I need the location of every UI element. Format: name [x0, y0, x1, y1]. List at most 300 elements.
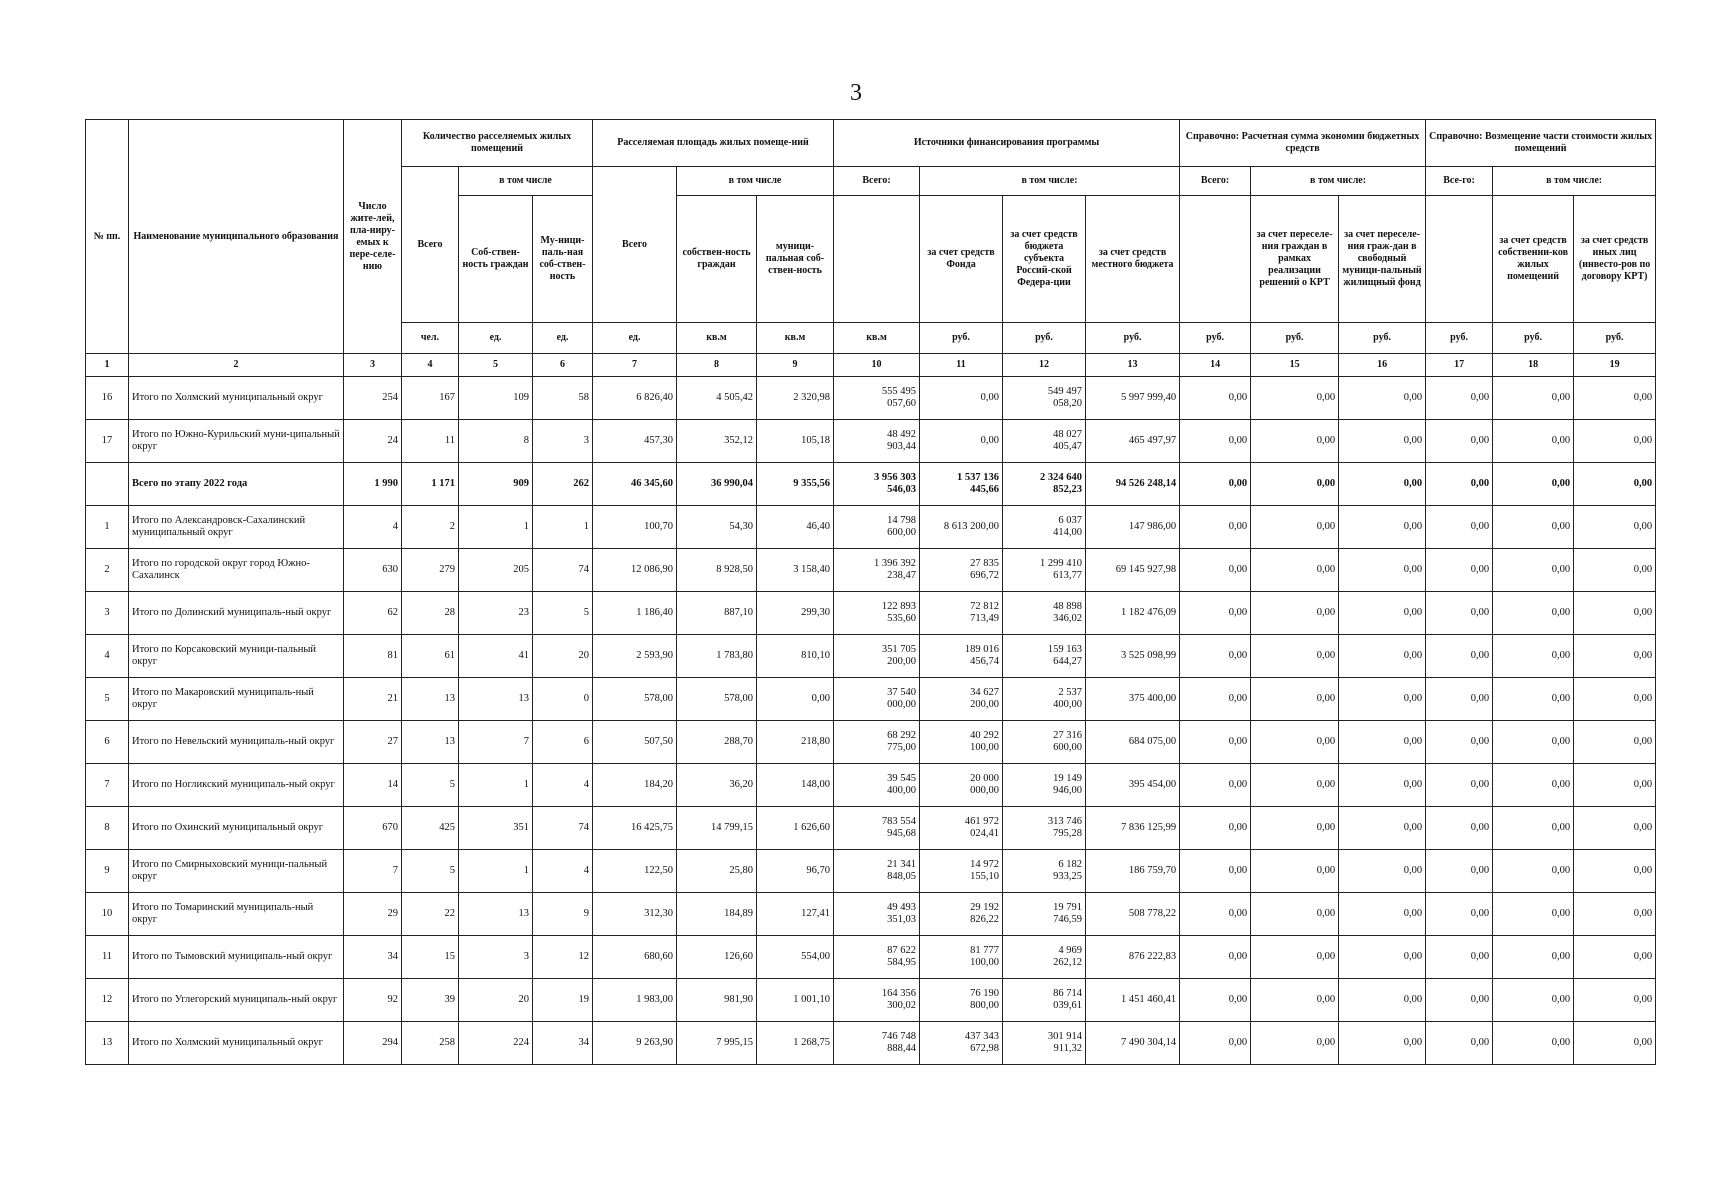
value-cell-c8: 184,89	[677, 893, 757, 936]
value-cell-c16: 0,00	[1339, 764, 1426, 807]
value-cell-c9: 0,00	[757, 678, 834, 721]
column-number-cell: 7	[593, 354, 677, 377]
table-row	[86, 1022, 1656, 1065]
value-cell-c15: 0,00	[1251, 893, 1339, 936]
column-number-cell: 16	[1339, 354, 1426, 377]
total-row	[86, 463, 1656, 506]
value-cell-c4: 258	[402, 1022, 459, 1065]
value-cell-c5: 909	[459, 463, 533, 506]
header-area-incl: в том числе	[677, 167, 834, 196]
value-cell-c16: 0,00	[1339, 721, 1426, 764]
value-cell-c12: 301 914 911,32	[1003, 1022, 1086, 1065]
value-cell-c18: 0,00	[1493, 420, 1574, 463]
column-number-cell: 17	[1426, 354, 1493, 377]
value-cell-c16: 0,00	[1339, 936, 1426, 979]
value-cell-c16: 0,00	[1339, 420, 1426, 463]
value-cell-c10: 164 356 300,02	[834, 979, 920, 1022]
table-row	[86, 506, 1656, 549]
value-cell-c18: 0,00	[1493, 549, 1574, 592]
value-cell-c9: 148,00	[757, 764, 834, 807]
value-cell-c18: 0,00	[1493, 893, 1574, 936]
value-cell-c10: 49 493 351,03	[834, 893, 920, 936]
column-number-cell: 15	[1251, 354, 1339, 377]
value-cell-c11: 76 190 800,00	[920, 979, 1003, 1022]
value-cell-c11: 40 292 100,00	[920, 721, 1003, 764]
unit-cell: ед.	[459, 323, 533, 354]
value-cell-c15: 0,00	[1251, 1022, 1339, 1065]
value-cell-c17: 0,00	[1426, 549, 1493, 592]
municipality-name: Итого по Охинский муниципальный округ	[129, 807, 344, 850]
value-cell-c7: 507,50	[593, 721, 677, 764]
value-cell-c7: 2 593,90	[593, 635, 677, 678]
header-area-mun: муници-пальная соб-ствен-ность	[757, 196, 834, 323]
value-cell-c16: 0,00	[1339, 549, 1426, 592]
value-cell-c4: 15	[402, 936, 459, 979]
value-cell-c17: 0,00	[1426, 1022, 1493, 1065]
value-cell-c5: 205	[459, 549, 533, 592]
unit-cell: руб.	[1339, 323, 1426, 354]
value-cell-c6: 262	[533, 463, 593, 506]
header-refund-total: Все-го:	[1426, 167, 1493, 196]
value-cell-c11: 0,00	[920, 377, 1003, 420]
resettlement-table	[85, 119, 1656, 1065]
municipality-name: Итого по городской округ город Южно-Сахалинск	[129, 549, 344, 592]
value-cell-c7: 16 425,75	[593, 807, 677, 850]
value-cell-c9: 1 626,60	[757, 807, 834, 850]
value-cell-c3: 62	[344, 592, 402, 635]
value-cell-c6: 58	[533, 377, 593, 420]
header-fund: за счет средств Фонда	[920, 196, 1003, 323]
municipality-name: Итого по Ногликский муниципаль-ный округ	[129, 764, 344, 807]
value-cell-c10: 3 956 303 546,03	[834, 463, 920, 506]
value-cell-c8: 126,60	[677, 936, 757, 979]
unit-cell: руб.	[1003, 323, 1086, 354]
value-cell-c15: 0,00	[1251, 506, 1339, 549]
value-cell-c18: 0,00	[1493, 635, 1574, 678]
value-cell-c18: 0,00	[1493, 979, 1574, 1022]
column-number-cell: 3	[344, 354, 402, 377]
value-cell-c11: 0,00	[920, 420, 1003, 463]
value-cell-c15: 0,00	[1251, 549, 1339, 592]
value-cell-c11: 29 192 826,22	[920, 893, 1003, 936]
column-number-cell: 11	[920, 354, 1003, 377]
value-cell-c17: 0,00	[1426, 678, 1493, 721]
value-cell-c5: 7	[459, 721, 533, 764]
header-local-budget: за счет средств местного бюджета	[1086, 196, 1180, 323]
value-cell-c7: 46 345,60	[593, 463, 677, 506]
value-cell-c19: 0,00	[1574, 764, 1656, 807]
value-cell-c9: 1 001,10	[757, 979, 834, 1022]
municipality-name: Итого по Смирныховский муници-пальный округ	[129, 850, 344, 893]
value-cell-c18: 0,00	[1493, 678, 1574, 721]
value-cell-c10: 37 540 000,00	[834, 678, 920, 721]
header-area-own: собствен-ность граждан	[677, 196, 757, 323]
header-investors-funds: за счет средств иных лиц (инвесто-ров по договору КРТ)	[1574, 196, 1656, 323]
header-finance-total: Всего:	[834, 167, 920, 196]
value-cell-c9: 2 320,98	[757, 377, 834, 420]
table-row	[86, 764, 1656, 807]
value-cell-c19: 0,00	[1574, 893, 1656, 936]
value-cell-c13: 7 490 304,14	[1086, 1022, 1180, 1065]
value-cell-c12: 2 324 640 852,23	[1003, 463, 1086, 506]
value-cell-c13: 508 778,22	[1086, 893, 1180, 936]
value-cell-c7: 1 983,00	[593, 979, 677, 1022]
value-cell-c17: 0,00	[1426, 893, 1493, 936]
value-cell-c13: 375 400,00	[1086, 678, 1180, 721]
value-cell-c16: 0,00	[1339, 807, 1426, 850]
value-cell-c11: 461 972 024,41	[920, 807, 1003, 850]
value-cell-c8: 7 995,15	[677, 1022, 757, 1065]
value-cell-c10: 1 396 392 238,47	[834, 549, 920, 592]
value-cell-c11: 437 343 672,98	[920, 1022, 1003, 1065]
header-savings-total-blank	[1180, 196, 1251, 323]
column-number-cell: 14	[1180, 354, 1251, 377]
table-row	[86, 377, 1656, 420]
value-cell-c14: 0,00	[1180, 850, 1251, 893]
value-cell-c7: 312,30	[593, 893, 677, 936]
value-cell-c14: 0,00	[1180, 592, 1251, 635]
value-cell-c5: 1	[459, 506, 533, 549]
value-cell-c19: 0,00	[1574, 592, 1656, 635]
value-cell-c18: 0,00	[1493, 506, 1574, 549]
header-owners-funds: за счет средств собственни-ков жилых помещений	[1493, 196, 1574, 323]
municipality-name: Итого по Невельский муниципаль-ный округ	[129, 721, 344, 764]
value-cell-c14: 0,00	[1180, 549, 1251, 592]
value-cell-c13: 1 451 460,41	[1086, 979, 1180, 1022]
row-number: 12	[86, 979, 129, 1022]
row-number: 13	[86, 1022, 129, 1065]
row-number: 8	[86, 807, 129, 850]
value-cell-c14: 0,00	[1180, 420, 1251, 463]
value-cell-c12: 19 791 746,59	[1003, 893, 1086, 936]
value-cell-c14: 0,00	[1180, 721, 1251, 764]
value-cell-c19: 0,00	[1574, 1022, 1656, 1065]
value-cell-c6: 19	[533, 979, 593, 1022]
value-cell-c10: 122 893 535,60	[834, 592, 920, 635]
value-cell-c3: 4	[344, 506, 402, 549]
table-header	[86, 120, 1656, 377]
value-cell-c10: 555 495 057,60	[834, 377, 920, 420]
header-rooms-group: Количество расселяемых жилых помещений	[402, 120, 593, 167]
value-cell-c6: 12	[533, 936, 593, 979]
value-cell-c18: 0,00	[1493, 764, 1574, 807]
unit-cell: кв.м	[834, 323, 920, 354]
table-row	[86, 936, 1656, 979]
municipality-name: Итого по Долинский муниципаль-ный округ	[129, 592, 344, 635]
value-cell-c4: 167	[402, 377, 459, 420]
value-cell-c18: 0,00	[1493, 463, 1574, 506]
value-cell-c12: 48 898 346,02	[1003, 592, 1086, 635]
value-cell-c7: 100,70	[593, 506, 677, 549]
value-cell-c16: 0,00	[1339, 1022, 1426, 1065]
value-cell-c18: 0,00	[1493, 377, 1574, 420]
unit-cell: кв.м	[757, 323, 834, 354]
value-cell-c6: 4	[533, 764, 593, 807]
value-cell-c14: 0,00	[1180, 936, 1251, 979]
municipality-name: Итого по Александровск-Сахалинский муниципальный округ	[129, 506, 344, 549]
value-cell-c12: 6 182 933,25	[1003, 850, 1086, 893]
value-cell-c15: 0,00	[1251, 420, 1339, 463]
value-cell-c3: 630	[344, 549, 402, 592]
value-cell-c7: 6 826,40	[593, 377, 677, 420]
value-cell-c5: 109	[459, 377, 533, 420]
row-number: 10	[86, 893, 129, 936]
municipality-name: Итого по Тымовский муниципаль-ный округ	[129, 936, 344, 979]
value-cell-c4: 28	[402, 592, 459, 635]
value-cell-c9: 3 158,40	[757, 549, 834, 592]
value-cell-c4: 13	[402, 721, 459, 764]
value-cell-c8: 352,12	[677, 420, 757, 463]
value-cell-c18: 0,00	[1493, 850, 1574, 893]
value-cell-c14: 0,00	[1180, 377, 1251, 420]
unit-cell: руб.	[1180, 323, 1251, 354]
value-cell-c15: 0,00	[1251, 377, 1339, 420]
value-cell-c12: 86 714 039,61	[1003, 979, 1086, 1022]
unit-cell: чел.	[402, 323, 459, 354]
value-cell-c13: 1 182 476,09	[1086, 592, 1180, 635]
row-number	[86, 463, 129, 506]
value-cell-c16: 0,00	[1339, 592, 1426, 635]
value-cell-c17: 0,00	[1426, 807, 1493, 850]
value-cell-c9: 127,41	[757, 893, 834, 936]
value-cell-c5: 1	[459, 764, 533, 807]
value-cell-c5: 41	[459, 635, 533, 678]
value-cell-c6: 9	[533, 893, 593, 936]
value-cell-c4: 11	[402, 420, 459, 463]
row-number: 4	[86, 635, 129, 678]
header-refund-incl: в том числе:	[1493, 167, 1656, 196]
value-cell-c7: 12 086,90	[593, 549, 677, 592]
value-cell-c14: 0,00	[1180, 893, 1251, 936]
unit-cell: руб.	[1574, 323, 1656, 354]
value-cell-c19: 0,00	[1574, 420, 1656, 463]
value-cell-c8: 8 928,50	[677, 549, 757, 592]
value-cell-c7: 680,60	[593, 936, 677, 979]
value-cell-c16: 0,00	[1339, 979, 1426, 1022]
header-area-total: Всего	[593, 167, 677, 323]
table-row	[86, 850, 1656, 893]
value-cell-c15: 0,00	[1251, 850, 1339, 893]
value-cell-c15: 0,00	[1251, 678, 1339, 721]
value-cell-c11: 8 613 200,00	[920, 506, 1003, 549]
row-number: 11	[86, 936, 129, 979]
table-row	[86, 807, 1656, 850]
value-cell-c7: 578,00	[593, 678, 677, 721]
row-number: 17	[86, 420, 129, 463]
value-cell-c4: 279	[402, 549, 459, 592]
value-cell-c10: 14 798 600,00	[834, 506, 920, 549]
value-cell-c15: 0,00	[1251, 592, 1339, 635]
value-cell-c13: 186 759,70	[1086, 850, 1180, 893]
municipality-name: Итого по Южно-Курильский муни-ципальный округ	[129, 420, 344, 463]
column-number-cell: 10	[834, 354, 920, 377]
value-cell-c6: 3	[533, 420, 593, 463]
value-cell-c19: 0,00	[1574, 936, 1656, 979]
value-cell-c16: 0,00	[1339, 377, 1426, 420]
value-cell-c13: 876 222,83	[1086, 936, 1180, 979]
value-cell-c14: 0,00	[1180, 678, 1251, 721]
value-cell-c6: 20	[533, 635, 593, 678]
column-number-cell: 4	[402, 354, 459, 377]
value-cell-c5: 8	[459, 420, 533, 463]
value-cell-c3: 21	[344, 678, 402, 721]
row-number: 6	[86, 721, 129, 764]
value-cell-c7: 184,20	[593, 764, 677, 807]
unit-cell: кв.м	[677, 323, 757, 354]
value-cell-c16: 0,00	[1339, 463, 1426, 506]
unit-cell: ед.	[593, 323, 677, 354]
column-number-cell: 19	[1574, 354, 1656, 377]
value-cell-c3: 29	[344, 893, 402, 936]
value-cell-c19: 0,00	[1574, 807, 1656, 850]
value-cell-c9: 810,10	[757, 635, 834, 678]
value-cell-c15: 0,00	[1251, 463, 1339, 506]
table-row	[86, 549, 1656, 592]
unit-cell: руб.	[1493, 323, 1574, 354]
value-cell-c17: 0,00	[1426, 420, 1493, 463]
value-cell-c3: 254	[344, 377, 402, 420]
value-cell-c16: 0,00	[1339, 893, 1426, 936]
row-number: 7	[86, 764, 129, 807]
value-cell-c19: 0,00	[1574, 549, 1656, 592]
header-no: № пп.	[86, 120, 129, 354]
value-cell-c17: 0,00	[1426, 936, 1493, 979]
value-cell-c9: 218,80	[757, 721, 834, 764]
value-cell-c6: 34	[533, 1022, 593, 1065]
value-cell-c11: 27 835 696,72	[920, 549, 1003, 592]
value-cell-c10: 39 545 400,00	[834, 764, 920, 807]
value-cell-c8: 1 783,80	[677, 635, 757, 678]
value-cell-c15: 0,00	[1251, 807, 1339, 850]
unit-cell: руб.	[1251, 323, 1339, 354]
value-cell-c6: 6	[533, 721, 593, 764]
header-residents: Число жите-лей, пла-ниру-емых к пере-селе-нию	[344, 120, 402, 354]
header-resettle-free: за счет переселе-ния граж-дан в свободный муници-пальный жилищный фонд	[1339, 196, 1426, 323]
header-subject-budget: за счет средств бюджета субъекта Россий-ской Федера-ции	[1003, 196, 1086, 323]
value-cell-c6: 74	[533, 549, 593, 592]
value-cell-c12: 1 299 410 613,77	[1003, 549, 1086, 592]
value-cell-c9: 9 355,56	[757, 463, 834, 506]
column-number-cell: 2	[129, 354, 344, 377]
value-cell-c4: 1 171	[402, 463, 459, 506]
header-rooms-incl: в том числе	[459, 167, 593, 196]
value-cell-c15: 0,00	[1251, 635, 1339, 678]
value-cell-c9: 1 268,75	[757, 1022, 834, 1065]
value-cell-c5: 20	[459, 979, 533, 1022]
value-cell-c10: 783 554 945,68	[834, 807, 920, 850]
value-cell-c16: 0,00	[1339, 850, 1426, 893]
table-row	[86, 979, 1656, 1022]
table-row	[86, 420, 1656, 463]
value-cell-c12: 27 316 600,00	[1003, 721, 1086, 764]
value-cell-c8: 54,30	[677, 506, 757, 549]
value-cell-c4: 61	[402, 635, 459, 678]
header-rooms-total: Всего	[402, 167, 459, 323]
header-rooms-own: Соб-ствен-ность граждан	[459, 196, 533, 323]
value-cell-c3: 7	[344, 850, 402, 893]
value-cell-c19: 0,00	[1574, 377, 1656, 420]
value-cell-c8: 14 799,15	[677, 807, 757, 850]
value-cell-c13: 395 454,00	[1086, 764, 1180, 807]
value-cell-c4: 425	[402, 807, 459, 850]
row-number: 9	[86, 850, 129, 893]
value-cell-c10: 21 341 848,05	[834, 850, 920, 893]
value-cell-c14: 0,00	[1180, 764, 1251, 807]
header-name: Наименование муниципального образования	[129, 120, 344, 354]
header-area-group: Расселяемая площадь жилых помеще-ний	[593, 120, 834, 167]
value-cell-c9: 554,00	[757, 936, 834, 979]
value-cell-c16: 0,00	[1339, 678, 1426, 721]
value-cell-c19: 0,00	[1574, 678, 1656, 721]
value-cell-c16: 0,00	[1339, 506, 1426, 549]
value-cell-c12: 4 969 262,12	[1003, 936, 1086, 979]
value-cell-c5: 1	[459, 850, 533, 893]
value-cell-c10: 746 748 888,44	[834, 1022, 920, 1065]
value-cell-c14: 0,00	[1180, 807, 1251, 850]
value-cell-c5: 224	[459, 1022, 533, 1065]
value-cell-c12: 549 497 058,20	[1003, 377, 1086, 420]
table-row	[86, 635, 1656, 678]
value-cell-c11: 14 972 155,10	[920, 850, 1003, 893]
header-finance-total-blank	[834, 196, 920, 323]
value-cell-c7: 457,30	[593, 420, 677, 463]
value-cell-c13: 147 986,00	[1086, 506, 1180, 549]
unit-cell: руб.	[920, 323, 1003, 354]
value-cell-c10: 351 705 200,00	[834, 635, 920, 678]
header-refund-group: Справочно: Возмещение части стоимости жилых помещений	[1426, 120, 1656, 167]
value-cell-c8: 4 505,42	[677, 377, 757, 420]
value-cell-c7: 1 186,40	[593, 592, 677, 635]
municipality-name: Итого по Макаровский муниципаль-ный округ	[129, 678, 344, 721]
value-cell-c13: 3 525 098,99	[1086, 635, 1180, 678]
value-cell-c15: 0,00	[1251, 721, 1339, 764]
value-cell-c15: 0,00	[1251, 936, 1339, 979]
value-cell-c8: 288,70	[677, 721, 757, 764]
value-cell-c12: 159 163 644,27	[1003, 635, 1086, 678]
municipality-name: Итого по Холмский муниципальный округ	[129, 1022, 344, 1065]
value-cell-c3: 34	[344, 936, 402, 979]
value-cell-c18: 0,00	[1493, 807, 1574, 850]
value-cell-c9: 299,30	[757, 592, 834, 635]
value-cell-c17: 0,00	[1426, 592, 1493, 635]
column-number-cell: 12	[1003, 354, 1086, 377]
value-cell-c3: 1 990	[344, 463, 402, 506]
value-cell-c4: 22	[402, 893, 459, 936]
value-cell-c8: 36,20	[677, 764, 757, 807]
value-cell-c13: 684 075,00	[1086, 721, 1180, 764]
value-cell-c13: 7 836 125,99	[1086, 807, 1180, 850]
value-cell-c19: 0,00	[1574, 463, 1656, 506]
value-cell-c6: 1	[533, 506, 593, 549]
value-cell-c6: 0	[533, 678, 593, 721]
value-cell-c17: 0,00	[1426, 506, 1493, 549]
value-cell-c18: 0,00	[1493, 592, 1574, 635]
column-number-cell: 13	[1086, 354, 1180, 377]
value-cell-c8: 887,10	[677, 592, 757, 635]
value-cell-c18: 0,00	[1493, 1022, 1574, 1065]
header-refund-total-blank	[1426, 196, 1493, 323]
value-cell-c4: 5	[402, 764, 459, 807]
value-cell-c3: 81	[344, 635, 402, 678]
value-cell-c18: 0,00	[1493, 936, 1574, 979]
value-cell-c12: 313 746 795,28	[1003, 807, 1086, 850]
value-cell-c4: 2	[402, 506, 459, 549]
value-cell-c8: 981,90	[677, 979, 757, 1022]
header-resettle-krt: за счет переселе-ния граждан в рамках реализации решений о КРТ	[1251, 196, 1339, 323]
value-cell-c5: 3	[459, 936, 533, 979]
value-cell-c17: 0,00	[1426, 850, 1493, 893]
value-cell-c17: 0,00	[1426, 635, 1493, 678]
